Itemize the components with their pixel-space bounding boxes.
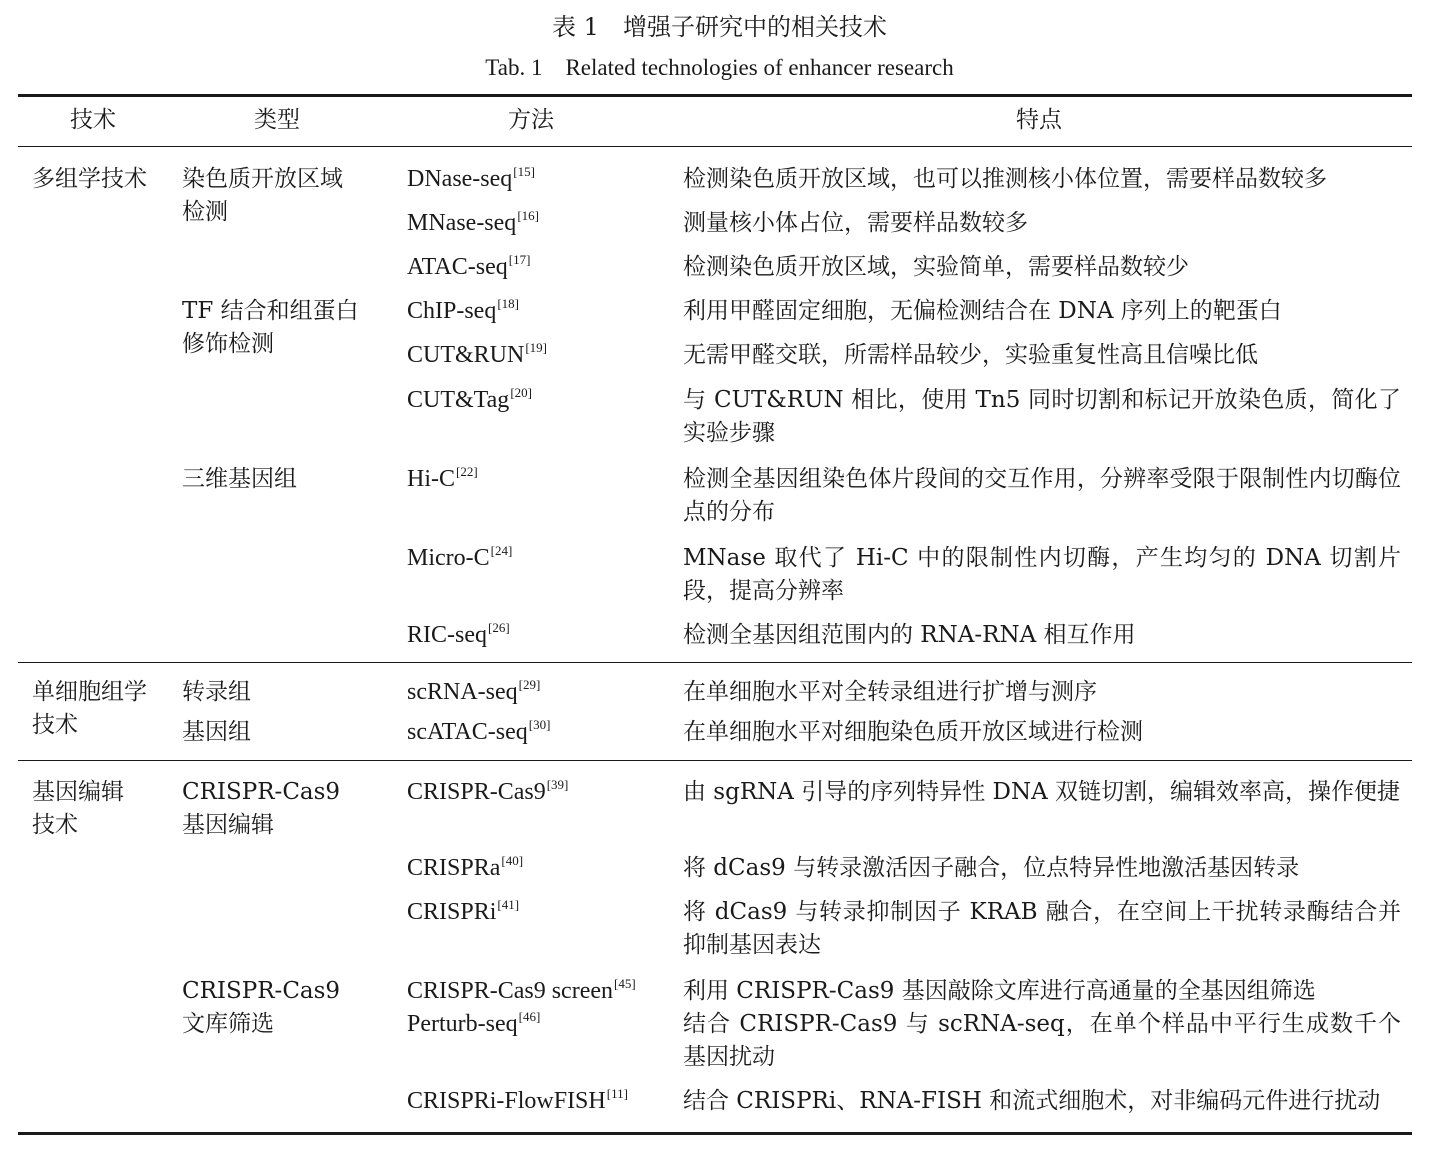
reference-citation: [19]	[525, 340, 548, 355]
method-name: RIC-seq	[407, 622, 487, 648]
group-separator-rule	[18, 760, 1412, 761]
header-tech: 技术	[70, 107, 116, 133]
tech-cell-gene-editing: 基因编辑技术	[32, 779, 124, 838]
type-cell-tf-histone: TF 结合和组蛋白修饰检测	[182, 298, 359, 357]
feature-cell: 检测全基因组范围内的 RNA-RNA 相互作用	[683, 622, 1136, 648]
reference-citation: [29]	[518, 677, 541, 692]
reference-citation: [20]	[510, 385, 532, 400]
method-name: CUT&Tag	[407, 387, 510, 413]
feature-cell: 结合 CRISPRi、RNA-FISH 和流式细胞术，对非编码元件进行扰动	[683, 1088, 1381, 1114]
header-type: 类型	[254, 107, 300, 133]
reference-citation: [11]	[606, 1086, 628, 1101]
header-method: 方法	[508, 107, 554, 133]
type-cell-crispr-editing: CRISPR-Cas9 基因编辑	[182, 779, 341, 838]
reference-citation: [16]	[517, 208, 539, 223]
reference-citation: [46]	[518, 1009, 541, 1024]
method-name: CUT&RUN	[407, 342, 525, 368]
tech-cell-single-cell: 单细胞组学技术	[32, 679, 147, 738]
method-name: CRISPR-Cas9	[407, 779, 546, 805]
method-cell	[407, 163, 535, 196]
method-cell	[407, 339, 547, 372]
reference-citation: [45]	[614, 976, 636, 991]
reference-citation: [40]	[501, 853, 524, 868]
reference-citation: [30]	[528, 717, 551, 732]
reference-citation: [26]	[488, 620, 510, 635]
reference-citation: [15]	[513, 164, 535, 179]
method-cell	[407, 1008, 540, 1041]
reference-citation: [17]	[508, 252, 531, 267]
feature-cell: 无需甲醛交联，所需样品较少，实验重复性高且信噪比低	[683, 342, 1258, 368]
method-name: scRNA-seq	[407, 679, 518, 705]
table-bottom-rule	[18, 1132, 1412, 1135]
reference-citation: [18]	[497, 296, 520, 311]
feature-cell: 在单细胞水平对全转录组进行扩增与测序	[683, 679, 1097, 705]
type-cell-transcriptome: 转录组	[182, 679, 251, 705]
method-name: CRISPRa	[407, 855, 501, 881]
feature-cell: 与 CUT&RUN 相比，使用 Tn5 同时切割和标记开放染色质，简化了实验步骤	[683, 387, 1401, 446]
method-cell	[407, 463, 478, 496]
method-cell	[407, 251, 530, 284]
type-cell-genome: 基因组	[182, 719, 251, 745]
type-cell-crispr-library: CRISPR-Cas9 文库筛选	[182, 978, 341, 1037]
method-name: CRISPRi-FlowFISH	[407, 1088, 606, 1114]
method-cell	[407, 619, 510, 652]
feature-cell: 结合 CRISPR-Cas9 与 scRNA-seq，在单个样品中平行生成数千个基因扰动	[683, 1011, 1401, 1070]
method-name: CRISPR-Cas9 screen	[407, 978, 613, 1004]
method-cell	[407, 207, 539, 240]
method-name: scATAC-seq	[407, 719, 528, 745]
feature-cell: 利用 CRISPR-Cas9 基因敲除文库进行高通量的全基因组筛选	[683, 978, 1316, 1004]
reference-citation: [41]	[497, 897, 520, 912]
method-cell	[407, 896, 519, 929]
feature-cell: 将 dCas9 与转录激活因子融合，位点特异性地激活基因转录	[683, 855, 1300, 881]
method-cell	[407, 384, 532, 417]
table-caption-chinese: 表 1 增强子研究中的相关技术	[552, 13, 887, 41]
feature-cell: 将 dCas9 与转录抑制因子 KRAB 融合，在空间上干扰转录酶结合并抑制基因表达	[683, 899, 1401, 958]
method-cell	[407, 676, 540, 709]
method-name: MNase-seq	[407, 210, 517, 236]
reference-citation: [39]	[546, 777, 569, 792]
method-cell	[407, 716, 550, 749]
method-cell	[407, 542, 512, 575]
tech-cell-multi-omics: 多组学技术	[32, 166, 147, 192]
table-caption-english: Tab. 1 Related technologies of enhancer research	[485, 55, 954, 80]
method-cell	[407, 776, 568, 809]
reference-citation: [22]	[456, 464, 478, 479]
feature-cell: 测量核小体占位，需要样品数较多	[683, 210, 1028, 236]
method-name: Micro-C	[407, 545, 490, 571]
method-name: DNase-seq	[407, 166, 513, 192]
feature-cell: 检测染色质开放区域，也可以推测核小体位置，需要样品数较多	[683, 166, 1327, 192]
method-name: ATAC-seq	[407, 254, 508, 280]
type-cell-chromatin-accessibility: 染色质开放区域检测	[182, 166, 343, 225]
table-top-rule	[18, 94, 1412, 97]
feature-cell: 检测染色质开放区域，实验简单，需要样品数较少	[683, 254, 1189, 280]
feature-cell: 利用甲醛固定细胞，无偏检测结合在 DNA 序列上的靶蛋白	[683, 298, 1282, 324]
header-bottom-rule	[18, 146, 1412, 147]
method-name: ChIP-seq	[407, 298, 497, 324]
group-separator-rule	[18, 662, 1412, 663]
feature-cell: 由 sgRNA 引导的序列特异性 DNA 双链切割，编辑效率高，操作便捷	[683, 779, 1400, 805]
feature-cell: 检测全基因组染色体片段间的交互作用，分辨率受限于限制性内切酶位点的分布	[683, 466, 1401, 525]
method-name: Hi-C	[407, 466, 455, 492]
method-cell	[407, 852, 523, 885]
method-name: CRISPRi	[407, 899, 497, 925]
feature-cell: 在单细胞水平对细胞染色质开放区域进行检测	[683, 719, 1143, 745]
method-cell	[407, 1085, 628, 1118]
feature-cell: MNase 取代了 Hi-C 中的限制性内切酶，产生均匀的 DNA 切割片段，提高分辨率	[683, 545, 1401, 604]
method-cell	[407, 295, 519, 328]
header-feature: 特点	[1016, 107, 1062, 133]
type-cell-3d-genome: 三维基因组	[182, 466, 297, 492]
method-cell	[407, 975, 636, 1008]
reference-citation: [24]	[490, 543, 513, 558]
method-name: Perturb-seq	[407, 1011, 518, 1037]
